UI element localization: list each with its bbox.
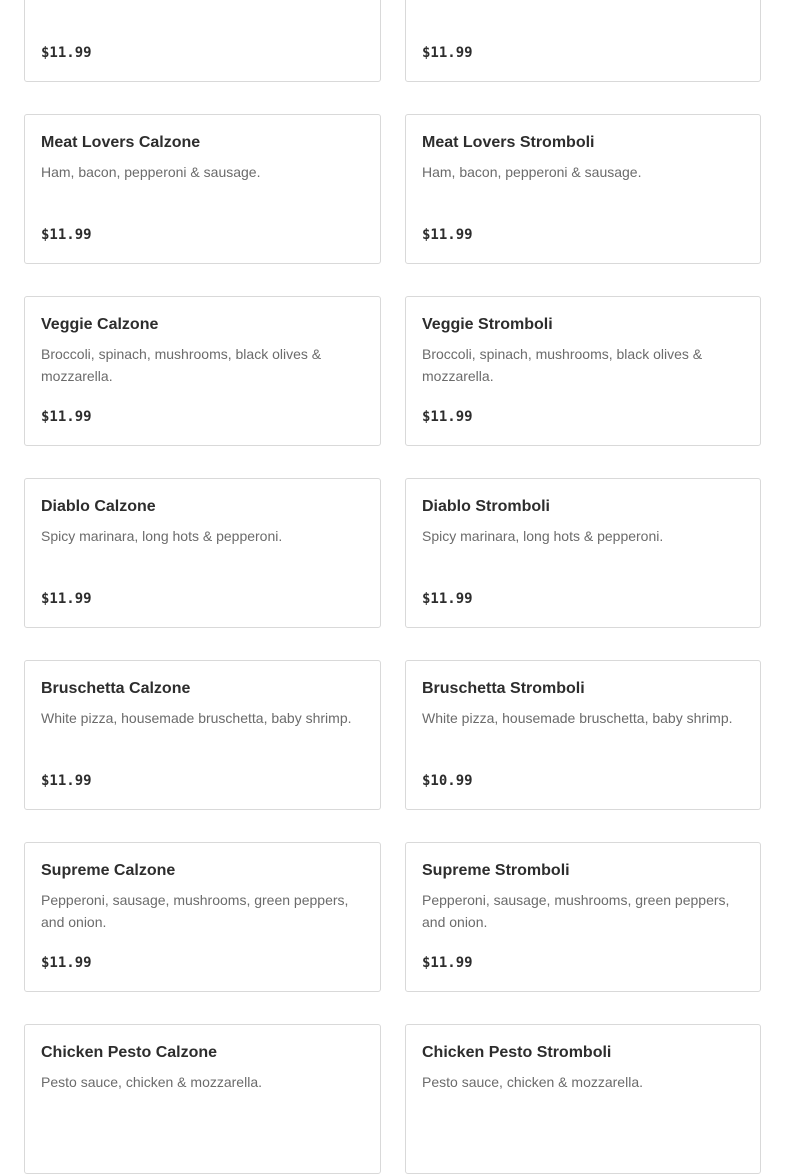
item-description: Pepperoni, sausage, mushrooms, green peppers, and onion.	[41, 892, 349, 930]
menu-item-card[interactable]	[405, 1024, 761, 1174]
item-price: $11.99	[41, 773, 92, 789]
item-price: $11.99	[41, 45, 92, 61]
item-price: $11.99	[422, 591, 473, 607]
item-description: Pepperoni, sausage, mushrooms, green peppers, and onion.	[422, 892, 730, 930]
item-description: Broccoli, spinach, mushrooms, black olives & mozzarella.	[422, 346, 703, 384]
menu-item-card[interactable]	[24, 478, 381, 628]
item-price: $11.99	[41, 591, 92, 607]
item-name: Veggie Calzone	[41, 316, 159, 333]
menu-item-card[interactable]	[24, 0, 381, 82]
item-description: Broccoli, spinach, mushrooms, black olives & mozzarella.	[41, 346, 322, 384]
item-name: Chicken Pesto Calzone	[41, 1044, 218, 1061]
item-description: Ham, bacon, pepperoni & sausage.	[422, 164, 642, 180]
item-price: $11.99	[41, 227, 92, 243]
item-price: $10.99	[422, 773, 473, 789]
item-description: Ham, bacon, pepperoni & sausage.	[41, 164, 261, 180]
item-price: $11.99	[422, 45, 473, 61]
item-name: Supreme Calzone	[41, 862, 176, 879]
menu-item-card[interactable]	[24, 296, 381, 446]
menu-item-card[interactable]	[405, 0, 761, 82]
menu-item-card[interactable]	[405, 660, 761, 810]
menu-item-card[interactable]	[24, 660, 381, 810]
item-description: White pizza, housemade bruschetta, baby shrimp.	[422, 710, 733, 726]
item-name: Veggie Stromboli	[422, 316, 553, 333]
menu-item-card[interactable]	[405, 114, 761, 264]
item-name: Meat Lovers Calzone	[41, 134, 201, 151]
item-name: Meat Lovers Stromboli	[422, 134, 595, 151]
item-price: $11.99	[422, 227, 473, 243]
item-description: Pesto sauce, chicken & mozzarella.	[422, 1074, 643, 1090]
item-name: Diablo Calzone	[41, 498, 156, 515]
menu-item-card[interactable]	[405, 296, 761, 446]
menu-item-card[interactable]	[24, 114, 381, 264]
item-price: $11.99	[422, 955, 473, 971]
item-name: Bruschetta Calzone	[41, 680, 191, 697]
item-name: Chicken Pesto Stromboli	[422, 1044, 612, 1061]
item-price: $11.99	[422, 409, 473, 425]
item-description: Spicy marinara, long hots & pepperoni.	[41, 528, 283, 544]
menu-item-card[interactable]	[405, 842, 761, 992]
item-description: Pesto sauce, chicken & mozzarella.	[41, 1074, 262, 1090]
item-price: $11.99	[41, 409, 92, 425]
item-description: Spicy marinara, long hots & pepperoni.	[422, 528, 664, 544]
item-name: Supreme Stromboli	[422, 862, 570, 879]
item-price: $11.99	[41, 955, 92, 971]
menu-item-card[interactable]	[405, 478, 761, 628]
menu-item-card[interactable]	[24, 842, 381, 992]
item-description: White pizza, housemade bruschetta, baby shrimp.	[41, 710, 352, 726]
item-name: Bruschetta Stromboli	[422, 680, 585, 697]
item-name: Diablo Stromboli	[422, 498, 550, 515]
menu-grid	[24, 0, 761, 1174]
menu-item-card[interactable]	[24, 1024, 381, 1174]
